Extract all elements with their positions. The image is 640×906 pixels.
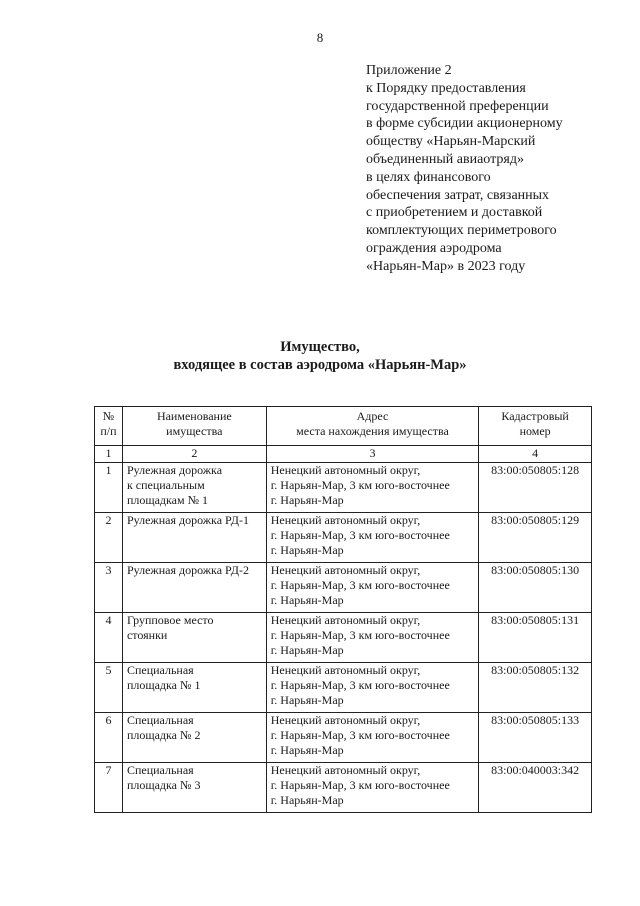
property-address-line: Ненецкий автономный округ, <box>270 713 421 727</box>
appendix-line: в целях финансового <box>366 169 491 185</box>
property-address-line: г. Нарьян-Мар, 3 км юго-восточнее <box>270 728 450 742</box>
table-row <box>95 713 592 763</box>
row-number: 3 <box>95 563 123 613</box>
appendix-line: комплектующих периметрового <box>366 223 557 239</box>
property-address-line: г. Нарьян-Мар <box>270 743 344 757</box>
property-name-line: Рулежная дорожка РД-1 <box>126 513 249 527</box>
property-name-line: площадка № 2 <box>126 728 201 742</box>
column-number-row <box>95 446 592 463</box>
cadastral-number: 83:00:050805:131 <box>479 613 592 663</box>
property-address-line: г. Нарьян-Мар <box>270 793 344 807</box>
appendix-line: ограждения аэродрома <box>366 240 502 256</box>
property-name-line: Рулежная дорожка <box>126 463 223 477</box>
appendix-line: обществу «Нарьян-Марский <box>366 134 536 150</box>
cadastral-number: 83:00:040003:342 <box>479 763 592 813</box>
row-number: 1 <box>95 463 123 513</box>
appendix-line: «Нарьян-Мар» в 2023 году <box>366 258 526 274</box>
property-name-line: площадка № 1 <box>126 678 201 692</box>
property-name <box>122 513 266 563</box>
column-number: 3 <box>266 446 479 463</box>
property-address-line: Ненецкий автономный округ, <box>270 463 421 477</box>
column-number: 2 <box>122 446 266 463</box>
header-cadastral: Кадастровый номер <box>479 407 592 446</box>
property-name <box>122 663 266 713</box>
property-name-line: Специальная <box>126 763 194 777</box>
column-number: 4 <box>479 446 592 463</box>
row-number: 7 <box>95 763 123 813</box>
appendix-line: Приложение 2 <box>366 63 452 78</box>
property-address-line: Ненецкий автономный округ, <box>270 663 421 677</box>
row-number: 6 <box>95 713 123 763</box>
property-table <box>94 406 592 813</box>
table-row <box>95 463 592 513</box>
property-address-line: г. Нарьян-Мар <box>270 493 344 507</box>
property-name-line: Специальная <box>126 713 194 727</box>
cadastral-number: 83:00:050805:128 <box>479 463 592 513</box>
table-row <box>95 513 592 563</box>
property-name-line: площадкам № 1 <box>126 493 209 507</box>
property-name-line: к специальным <box>126 478 205 492</box>
property-address-line: г. Нарьян-Мар, 3 км юго-восточнее <box>270 778 450 792</box>
property-address-line: Ненецкий автономный округ, <box>270 563 421 577</box>
page-number: 8 <box>316 30 324 45</box>
appendix-line: с приобретением и доставкой <box>366 205 543 221</box>
header-name: Наименование имущества <box>122 407 266 446</box>
property-name-line: Групповое место <box>126 613 214 627</box>
property-address <box>266 663 479 713</box>
property-name <box>122 613 266 663</box>
row-number: 2 <box>95 513 123 563</box>
property-name-line: Специальная <box>126 663 194 677</box>
table-header-row <box>95 407 592 446</box>
table-row <box>95 613 592 663</box>
property-address-line: г. Нарьян-Мар, 3 км юго-восточнее <box>270 678 450 692</box>
property-address-line: г. Нарьян-Мар, 3 км юго-восточнее <box>270 628 450 642</box>
property-address-line: г. Нарьян-Мар, 3 км юго-восточнее <box>270 578 450 592</box>
property-name <box>122 463 266 513</box>
appendix-header <box>366 62 616 276</box>
property-address <box>266 513 479 563</box>
header-num: № п/п <box>95 407 123 446</box>
property-address <box>266 713 479 763</box>
title-line-1: Имущество, <box>280 339 360 355</box>
column-number: 1 <box>95 446 123 463</box>
property-name <box>122 763 266 813</box>
appendix-line: к Порядку предоставления <box>366 80 526 96</box>
header-address: Адрес места нахождения имущества <box>266 407 479 446</box>
property-name <box>122 713 266 763</box>
property-address-line: г. Нарьян-Мар <box>270 643 344 657</box>
property-address <box>266 763 479 813</box>
appendix-line: государственной преференции <box>366 98 549 114</box>
cadastral-number: 83:00:050805:130 <box>479 563 592 613</box>
property-address-line: г. Нарьян-Мар <box>270 593 344 607</box>
property-name <box>122 563 266 613</box>
property-address <box>266 563 479 613</box>
property-name-line: площадка № 3 <box>126 778 201 792</box>
appendix-line: объединенный авиаотряд» <box>366 151 524 167</box>
property-address-line: Ненецкий автономный округ, <box>270 613 421 627</box>
property-address-line: Ненецкий автономный округ, <box>270 763 421 777</box>
property-address <box>266 613 479 663</box>
table-row <box>95 563 592 613</box>
cadastral-number: 83:00:050805:129 <box>479 513 592 563</box>
property-address-line: г. Нарьян-Мар, 3 км юго-восточнее <box>270 528 450 542</box>
row-number: 5 <box>95 663 123 713</box>
property-name-line: стоянки <box>126 628 168 642</box>
row-number: 4 <box>95 613 123 663</box>
table-row <box>95 663 592 713</box>
property-address-line: г. Нарьян-Мар <box>270 693 344 707</box>
property-address-line: г. Нарьян-Мар, 3 км юго-восточнее <box>270 478 450 492</box>
document-title <box>0 338 640 374</box>
property-name-line: Рулежная дорожка РД-2 <box>126 563 249 577</box>
table-row <box>95 763 592 813</box>
property-address <box>266 463 479 513</box>
property-address-line: Ненецкий автономный округ, <box>270 513 421 527</box>
appendix-line: обеспечения затрат, связанных <box>366 187 550 203</box>
appendix-line: в форме субсидии акционерному <box>366 116 563 132</box>
cadastral-number: 83:00:050805:132 <box>479 663 592 713</box>
title-line-2: входящее в состав аэродрома «Нарьян-Мар» <box>173 357 467 373</box>
cadastral-number: 83:00:050805:133 <box>479 713 592 763</box>
property-address-line: г. Нарьян-Мар <box>270 543 344 557</box>
